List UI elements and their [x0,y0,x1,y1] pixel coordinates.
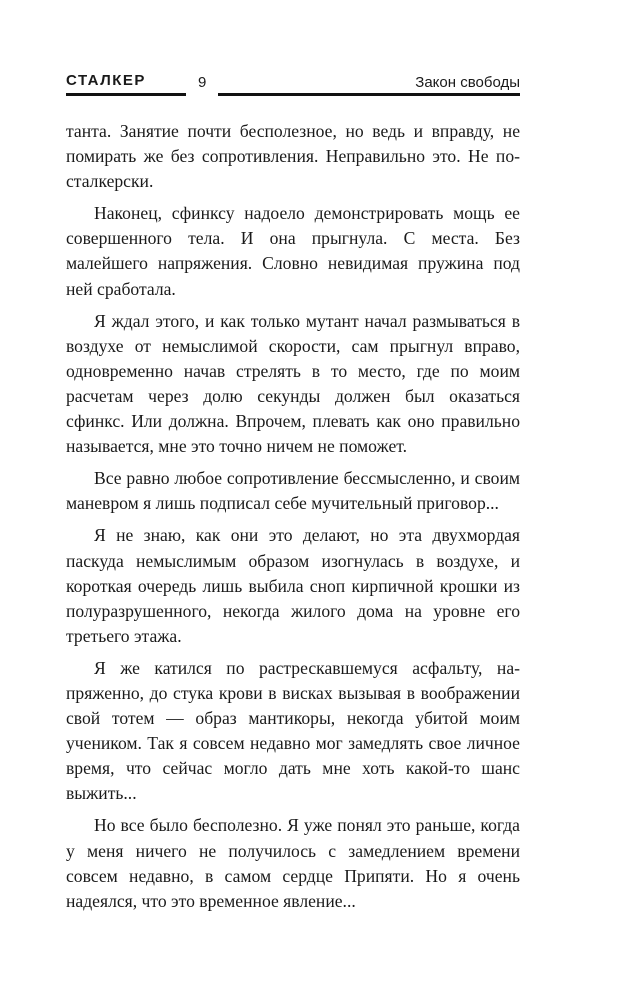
paragraph: Я же катился по растрескавшемуся асфальту, напряженно, до стука крови в висках вызывая в воображении свой тотем — образ мантикоры, некогда убитой моим учеником. Так я совсем недавно мог замедлять свое личное время, что сейчас могло дать мне хоть какой-то шанс выжить... [66,657,520,804]
page-number: 9 [198,74,207,91]
paragraph: танта. Занятие почти бесполезное, но ведь и вправду, не помирать же без сопротивления. Неправильно это. Не по-сталкерски. [66,121,520,192]
paragraph: Но все было бесполезно. Я уже понял это раньше, когда у меня ничего не получилось с замедлением времени совсем недавно, в самом сердце Припяти. Но я очень надеялся, что это временное явление... [66,815,520,911]
header-rule-left [66,93,186,96]
body-text [66,119,520,921]
book-title: Закон свободы [415,74,520,91]
series-title: СТАЛКЕР [66,72,146,89]
header-rule-right [218,93,520,96]
paragraph: Я ждал этого, и как только мутант начал размываться в воздухе от немыслимой скорости, сам прыгнул вправо, одновременно начав стрелять в то место, где по моим расчетам через долю секунды должен был оказаться сфинкс. Или должна. Впрочем, плевать как оно правильно называется, мне это точно ничем не поможет. [66,310,520,457]
paragraph: Я не знаю, как они это делают, но эта двухмордая паскуда немыслимым образом изогнулась в воздухе, и короткая очередь лишь выбила сноп кирпичной крошки из полуразрушенного, некогда жилого дома на уровне его третьего этажа. [66,525,520,646]
paragraph: Наконец, сфинксу надоело демонстрировать мощь ее совершенного тела. И она прыгнула. С места. Без малейшего напряжения. Словно невидимая пружина под ней сработала. [66,203,520,299]
paragraph: Все равно любое сопротивление бессмысленно, и своим маневром я лишь подписал себе мучительный приговор... [66,468,520,514]
running-header [66,72,520,98]
